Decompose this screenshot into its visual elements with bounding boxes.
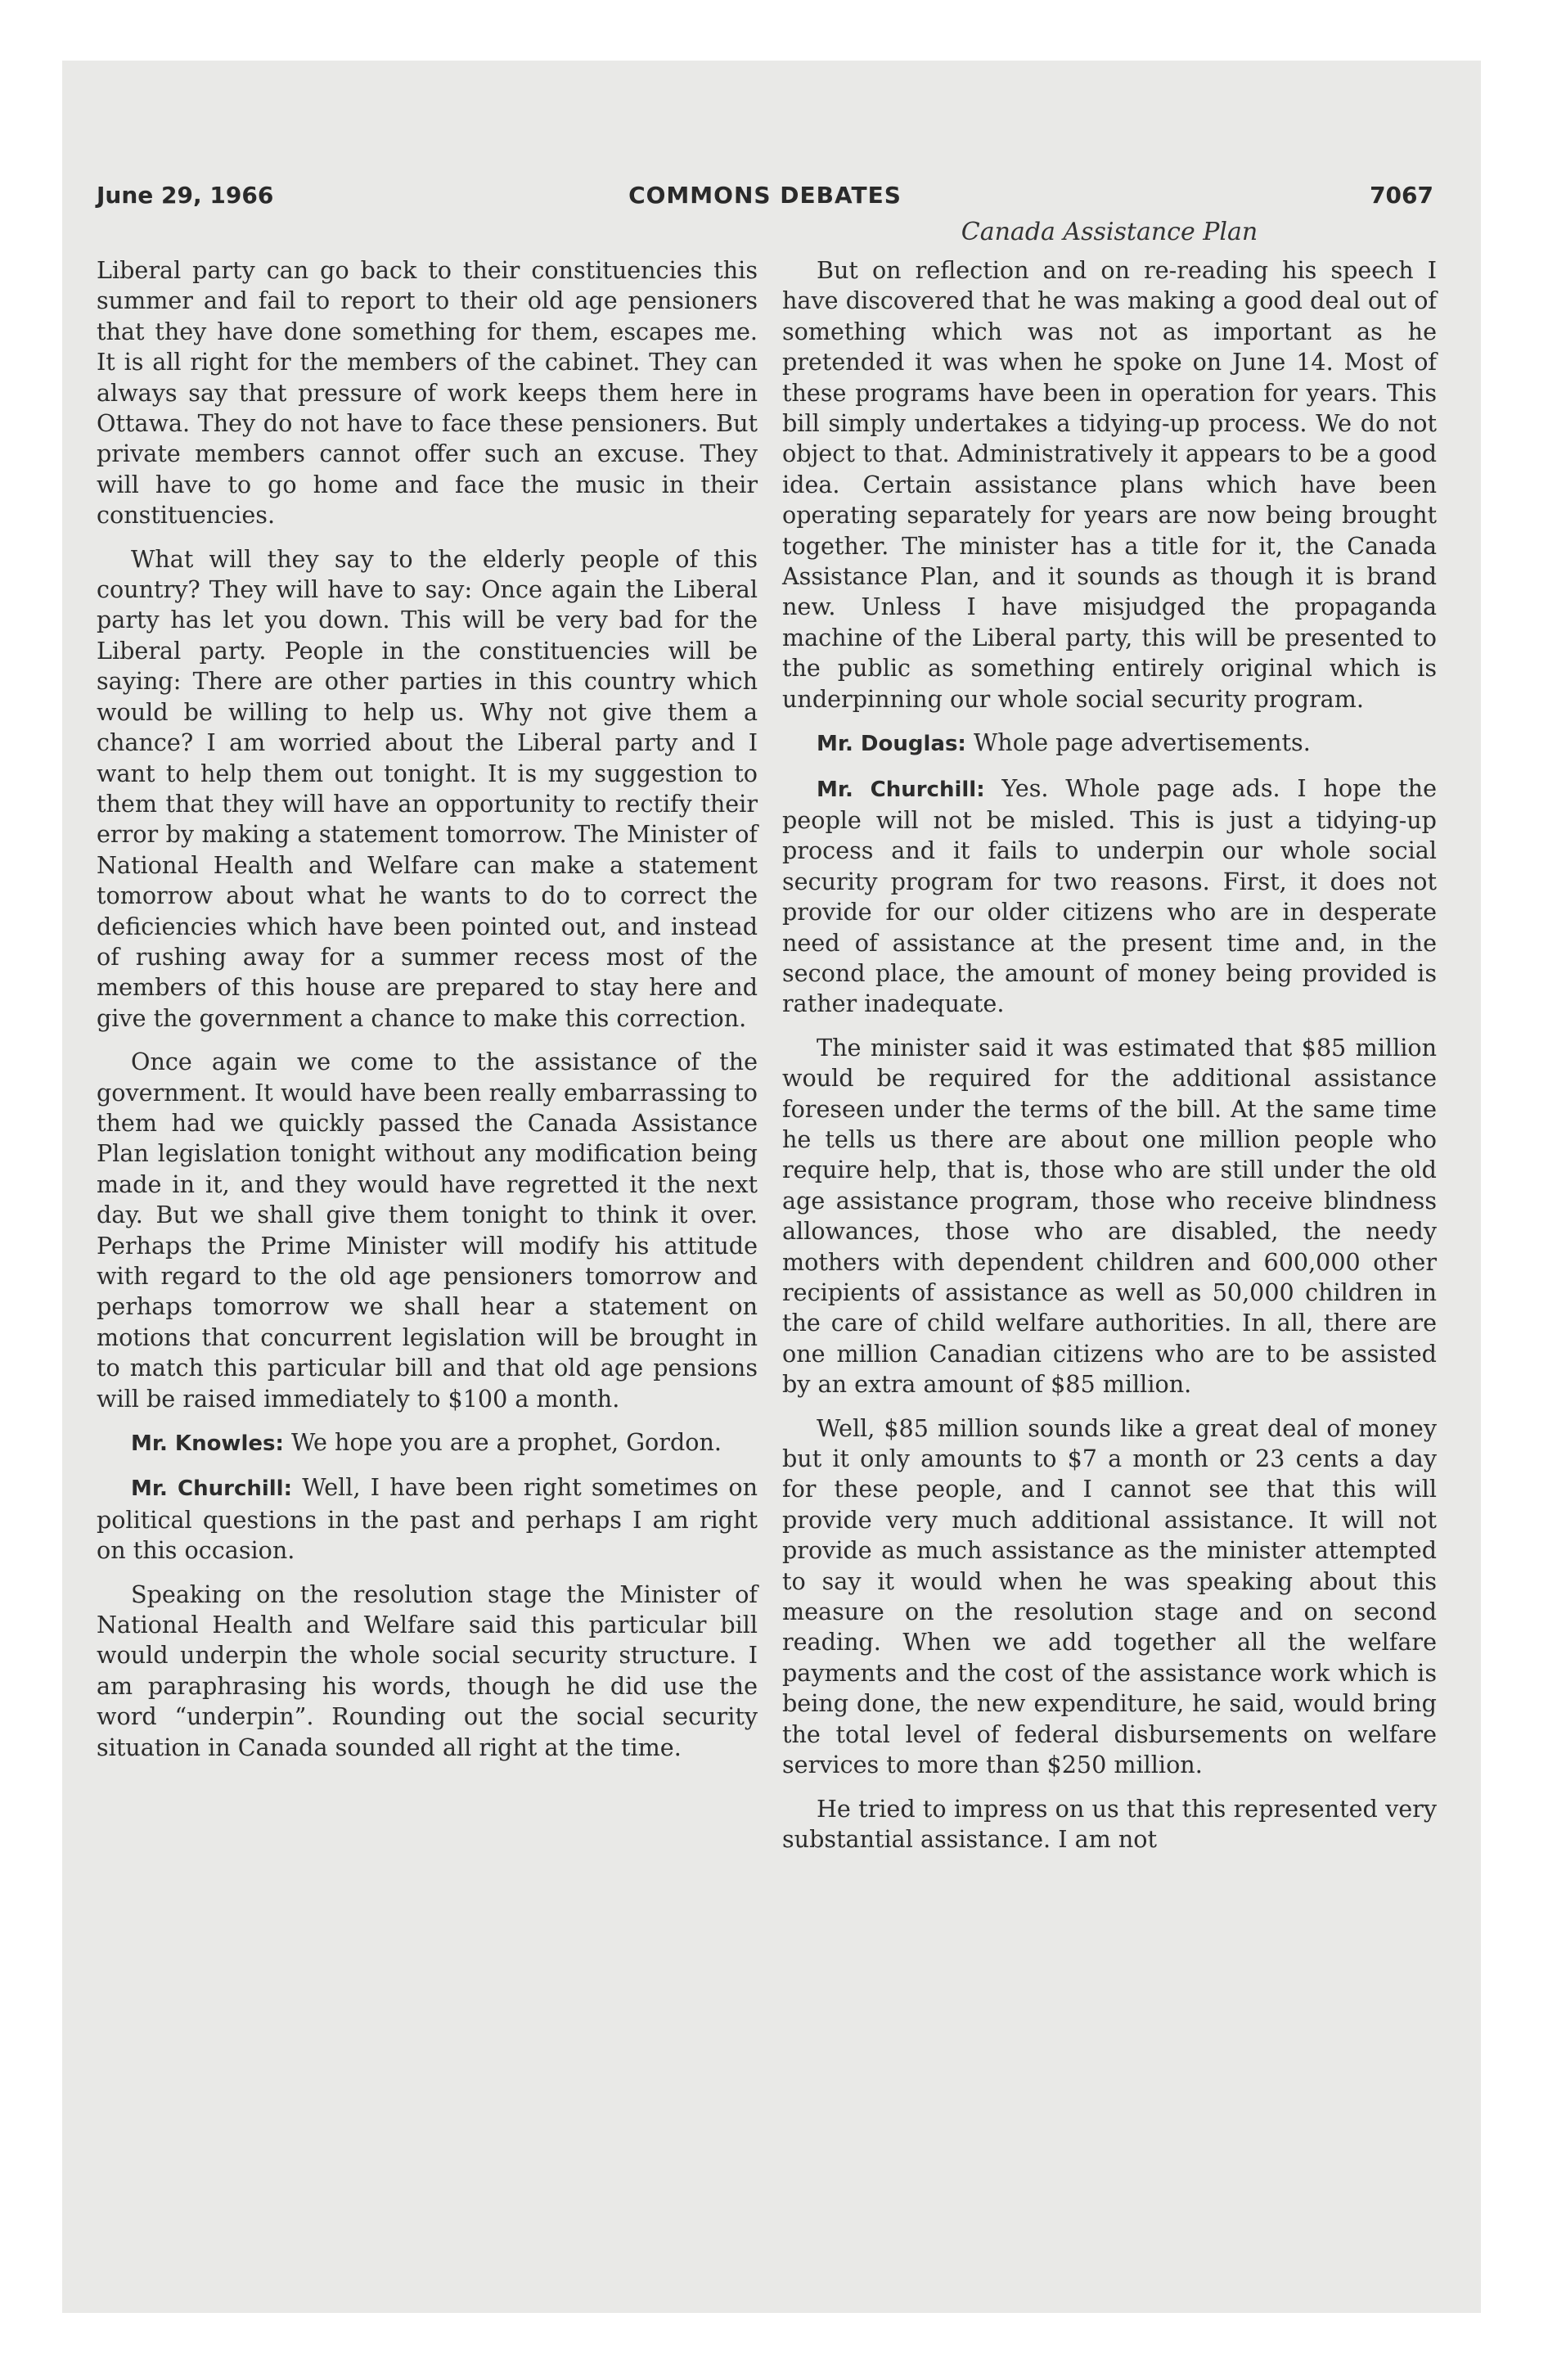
header-date: June 29, 1966 — [97, 182, 274, 209]
paragraph: The minister said it was estimated that $85 million would be required for the additional assistance foreseen under the terms of the bill. At the same time he tells us there are about one million people who require help, that is, those who are still under the old age assistance program, those who receive blindness allowances, those who are disabled, the needy mothers with dependent children and 600,000 other recipients of assistance as well as 50,000 children in the care of child welfare authorities. In all, there are one million Canadian citizens who are to be assisted by an extra amount of $85 million. — [782, 1033, 1437, 1399]
left-column — [97, 255, 758, 1776]
header-journal-title: COMMONS DEBATES — [628, 182, 902, 209]
speech — [97, 1472, 758, 1566]
paragraph: Well, $85 million sounds like a great deal of money but it only amounts to $7 a month or 23 cents a day for these people, and I cannot see that this will provide very much additional assistance. It will not provide as much assistance as the minister attempted to say it would when he was speaking about this measure on the resolution stage and on second reading. When we add together all the welfare payments and the cost of the assistance work which is being done, the new expenditure, he said, would bring the total level of federal disbursements on welfare services to more than $250 million. — [782, 1413, 1437, 1779]
speech-text: We hope you are a prophet, Gordon. — [290, 1428, 722, 1457]
section-title: Canada Assistance Plan — [961, 218, 1258, 246]
speech-text: Yes. Whole page ads. I hope the people will not be misled. This is just a tidying-up process and it fails to underpin our whole social security program for two reasons. First, it does not provide for our older citizens who are in desperate need of assistance at the present time and, in the second place, the amount of money being provided is rather inadequate. — [782, 773, 1437, 1018]
speaker-name: Mr. Douglas: — [817, 732, 966, 757]
speech-text: Well, I have been right sometimes on political questions in the past and perhaps I am right on this occasion. — [97, 1473, 758, 1565]
paragraph: He tried to impress on us that this represented very substantial assistance. I am not — [782, 1794, 1437, 1853]
speaker-name: Mr. Churchill: — [131, 1476, 292, 1502]
paragraph: Speaking on the resolution stage the Minister of National Health and Welfare said this particular bill would underpin the whole social security structure. I am paraphrasing his words, though he did use the word “underpin”. Rounding out the social security situation in Canada sounded all right at the time. — [97, 1580, 758, 1761]
speech-text: Whole page advertisements. — [973, 728, 1311, 757]
speech — [97, 1427, 758, 1459]
paragraph: Liberal party can go back to their constituencies this summer and fail to report to their old age pensioners that they have done something for them, escapes me. It is all right for the members of the cabinet. They can always say that pressure of work keeps them here in Ottawa. They do not have to face these pensioners. But private members cannot offer such an excuse. They will have to go home and face the music in their constituencies. — [97, 256, 758, 530]
speech — [782, 728, 1437, 760]
paragraph: Once again we come to the assistance of the government. It would have been really embarrassing to them had we quickly passed the Canada Assistance Plan legislation tonight without any modification being made in it, and they would have regretted it the next day. But we shall give them tonight to think it over. Perhaps the Prime Minister will modify his attitude with regard to the old age pensioners tomorrow and perhaps tomorrow we shall hear a statement on motions that concurrent legislation will be brought in to match this particular bill and that old age pensions will be raised immediately to $100 a month. — [97, 1048, 758, 1413]
running-head — [97, 182, 1433, 214]
right-column — [782, 255, 1437, 1868]
speaker-name: Mr. Knowles: — [131, 1431, 284, 1457]
speech — [782, 773, 1437, 1020]
paragraph: But on reflection and on re-reading his speech I have discovered that he was making a good deal out of something which was not as important as he pretended it was when he spoke on June 14. Most of these programs have been in operation for years. This bill simply undertakes a tidying-up process. We do not object to that. Administratively it appears to be a good idea. Certain assistance plans which have been operating separately for years are now being brought together. The minister has a title for it, the Canada Assistance Plan, and it sounds as though it is brand new. Unless I have misjudged the propaganda machine of the Liberal party, this will be presented to the public as something entirely original which is underpinning our whole social security program. — [782, 256, 1437, 713]
header-page-number: 7067 — [1370, 182, 1433, 209]
speaker-name: Mr. Churchill: — [817, 777, 985, 802]
paragraph: What will they say to the elderly people of this country? They will have to say: Once again the Liberal party has let you down. This will be very bad for the Liberal party. People in the constituencies will be saying: There are other parties in this country which would be willing to help us. Why not give them a chance? I am worried about the Liberal party and I want to help them out tonight. It is my suggestion to them that they will have an opportunity to rectify their error by making a statement tomorrow. The Minister of National Health and Welfare can make a statement tomorrow about what he wants to do to correct the deficiencies which have been pointed out, and instead of rushing away for a summer recess most of the members of this house are prepared to stay here and give the government a chance to make this correction. — [97, 544, 758, 1032]
